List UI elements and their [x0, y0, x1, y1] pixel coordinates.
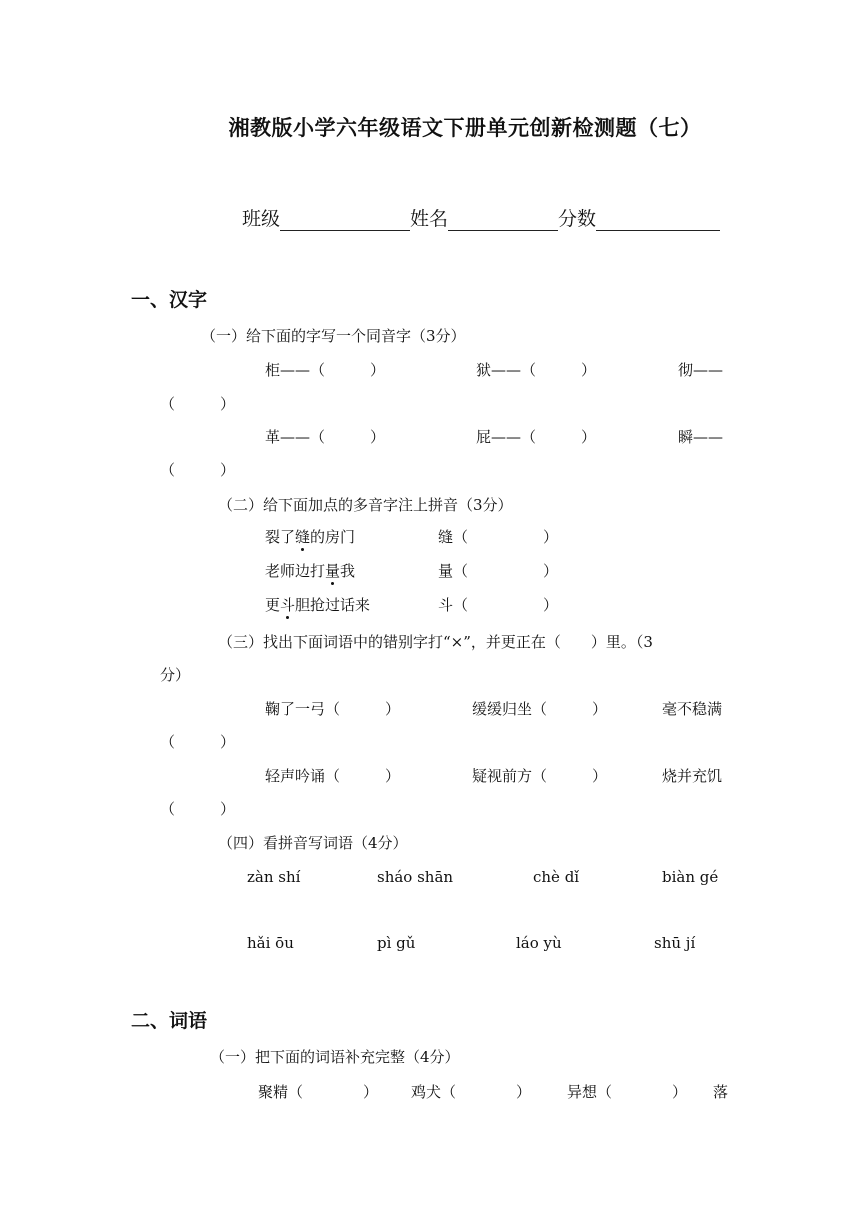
q1-item-6: 瞬—— — [678, 428, 724, 446]
page-title: 湘教版小学六年级语文下册单元创新检测题（七） — [228, 115, 702, 140]
pinyin-3: chè dǐ — [533, 868, 580, 886]
q2-answer-1: 缝（ ） — [438, 528, 559, 546]
student-info-line — [242, 204, 720, 231]
name-label: 姓名 — [410, 208, 449, 230]
class-blank[interactable] — [280, 210, 410, 231]
score-blank[interactable] — [596, 210, 720, 231]
dotted-char: 量 — [325, 562, 341, 580]
idiom-3: 异想（ ） — [567, 1083, 688, 1101]
q4-heading: （四）看拼音写词语（4分） — [218, 834, 408, 852]
q1-item-1: 柜——（ ） — [265, 361, 386, 379]
s2-q1-heading: （一）把下面的词语补充完整（4分） — [210, 1048, 460, 1066]
q2-heading: （二）给下面加点的多音字注上拼音（3分） — [218, 496, 513, 514]
dotted-char: 斗 — [280, 596, 296, 614]
q2-answer-2: 量（ ） — [438, 562, 559, 580]
dotted-char: 缝 — [295, 528, 311, 546]
q3-item-3: 毫不稳满 — [662, 700, 723, 718]
q1-item-2: 狱——（ ） — [476, 361, 597, 379]
q3-heading: （三）找出下面词语中的错别字打“×”，并更正在（ ）里。（3 — [218, 633, 653, 651]
q1-heading: （一）给下面的字写一个同音字（3分） — [201, 327, 466, 345]
q3-heading-wrap: 分） — [160, 666, 191, 684]
q3-item-6: 烧并充饥 — [662, 767, 723, 785]
q2-phrase-2: 老师边打量我 — [265, 562, 356, 580]
class-label: 班级 — [242, 208, 281, 230]
section-1-heading: 一、汉字 — [131, 289, 208, 311]
q1-item-4: 革——（ ） — [265, 428, 386, 446]
pinyin-7: láo yù — [516, 934, 562, 952]
q3-item-1: 鞠了一弓（ ） — [265, 700, 401, 718]
q3-item-3-wrap: （ ） — [160, 733, 236, 751]
idiom-4: 落 — [713, 1083, 729, 1101]
q3-item-4: 轻声吟诵（ ） — [265, 767, 401, 785]
q1-item-5: 屁——（ ） — [476, 428, 597, 446]
q2-answer-3: 斗（ ） — [438, 596, 559, 614]
q2-phrase-1: 裂了缝的房门 — [265, 528, 356, 546]
pinyin-4: biàn gé — [662, 868, 719, 886]
pinyin-2: sháo shān — [377, 868, 454, 886]
q1-item-6-wrap: （ ） — [160, 461, 236, 479]
pinyin-1: zàn shí — [247, 868, 301, 886]
q3-item-6-wrap: （ ） — [160, 800, 236, 818]
q1-item-3: 彻—— — [678, 361, 724, 379]
name-blank[interactable] — [448, 210, 558, 231]
q3-item-5: 疑视前方（ ） — [472, 767, 608, 785]
idiom-1: 聚精（ ） — [258, 1083, 379, 1101]
pinyin-5: hǎi ōu — [247, 934, 294, 952]
score-label: 分数 — [558, 208, 597, 230]
section-2-heading: 二、词语 — [131, 1010, 208, 1032]
pinyin-8: shū jí — [654, 934, 696, 952]
q1-item-3-wrap: （ ） — [160, 395, 236, 413]
q2-phrase-3: 更斗胆抢过话来 — [265, 596, 371, 614]
pinyin-6: pì gǔ — [377, 934, 416, 952]
q3-item-2: 缓缓归坐（ ） — [472, 700, 608, 718]
idiom-2: 鸡犬（ ） — [411, 1083, 532, 1101]
